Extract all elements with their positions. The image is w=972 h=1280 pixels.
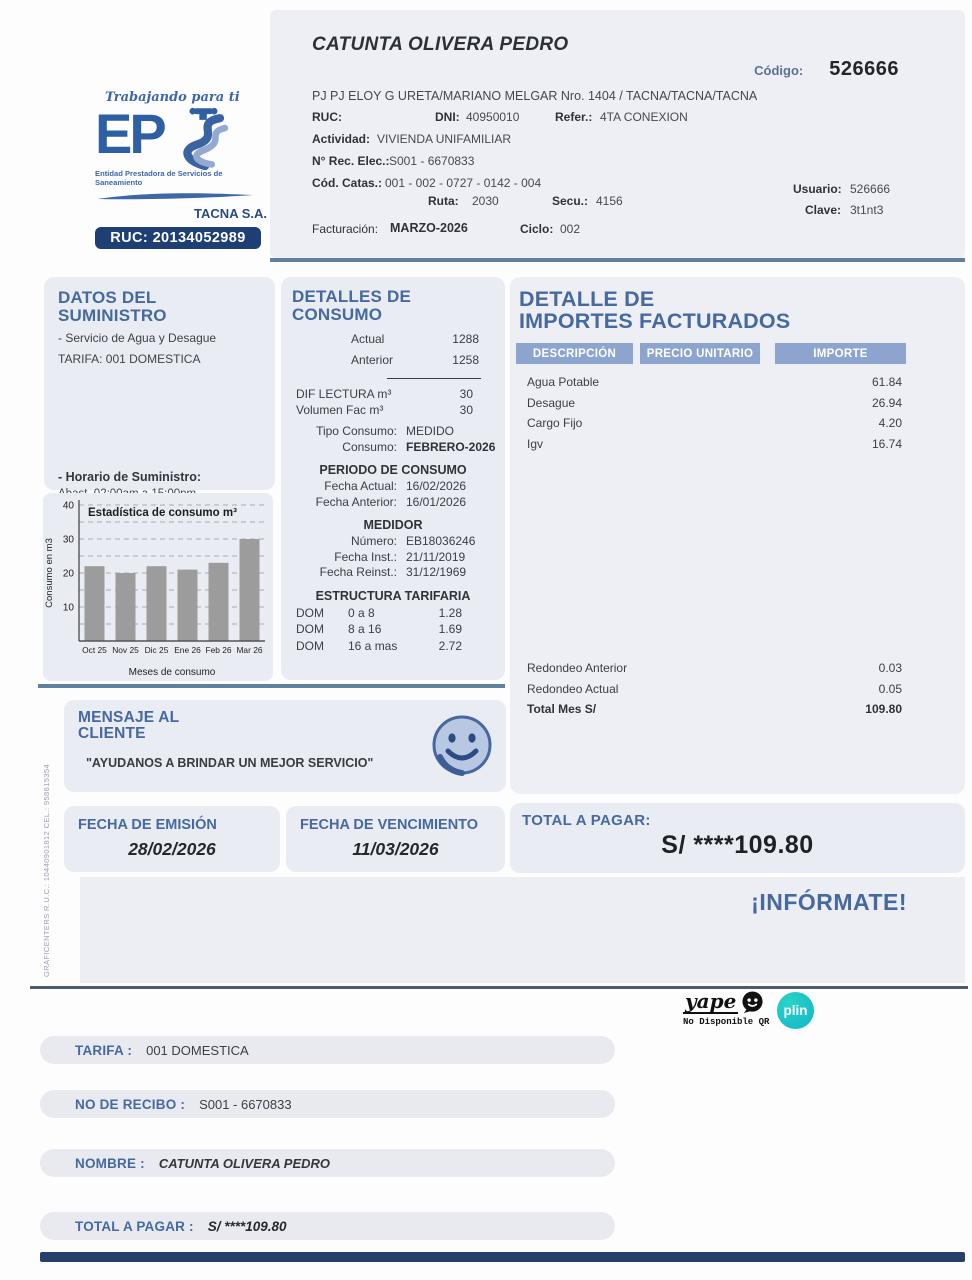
due-date-box	[286, 806, 505, 872]
footer-label: NOMBRE :	[75, 1155, 145, 1171]
consumption-detail-panel	[281, 277, 505, 680]
tariff-price: 1.69	[438, 622, 462, 637]
redondeo-rows	[527, 658, 902, 720]
fecha-anterior-label: Fecha Anterior:	[315, 494, 397, 509]
ruta-value: 2030	[472, 194, 499, 208]
company-logo	[95, 90, 267, 249]
fecha-actual-value: 16/02/2026	[406, 479, 467, 494]
footer-value: S/ ****109.80	[207, 1218, 287, 1234]
consumo-label: Consumo:	[342, 439, 397, 454]
total-to-pay-panel	[510, 803, 965, 873]
svg-text:Feb 26: Feb 26	[205, 645, 232, 655]
svg-text:10: 10	[62, 602, 74, 614]
billing-importe: 4.20	[878, 416, 902, 430]
svg-text:40: 40	[62, 500, 74, 512]
tariff-price: 1.28	[438, 605, 462, 620]
svg-text:30: 30	[62, 534, 74, 546]
codigo-value: 526666	[829, 58, 899, 80]
plin-logo: plin	[777, 992, 814, 1029]
ruc-label: RUC:	[312, 110, 342, 124]
facturacion-label: Facturación:	[312, 222, 379, 236]
svg-text:Oct 25: Oct 25	[82, 645, 107, 655]
footer-field-total	[40, 1212, 615, 1240]
billing-desc: Igv	[527, 436, 544, 451]
clave-label: Clave:	[805, 203, 842, 217]
footer-field-recibo	[40, 1090, 615, 1118]
supply-service: - Servicio de Agua y Desague	[58, 331, 217, 346]
consumption-chart-panel	[43, 493, 273, 681]
total-mes-row	[527, 699, 902, 720]
logo-org-name: TACNA S.A.	[194, 206, 267, 221]
anterior-value: 1258	[452, 353, 479, 368]
supply-title: DATOS DEL SUMINISTRO	[58, 288, 167, 325]
qr-unavailable-note: No Disponible QR	[683, 1017, 770, 1027]
emission-date-box	[64, 806, 280, 872]
rec-elec-label: N° Rec. Elec.:	[312, 154, 390, 168]
supply-horario-label: - Horario de Suministro:	[58, 470, 202, 485]
vencimiento-label: FECHA DE VENCIMIENTO	[300, 817, 479, 833]
header-divider	[270, 258, 965, 262]
redondeo-desc: Redondeo Anterior	[527, 661, 628, 675]
svg-text:20: 20	[62, 568, 74, 580]
footer-value: 001 DOMESTICA	[146, 1042, 249, 1058]
total-mes-label: Total Mes S/	[527, 702, 597, 716]
tariff-category: DOM	[296, 605, 324, 620]
svg-text:Nov 25: Nov 25	[112, 645, 139, 655]
catastro-label: Cód. Catas.:	[312, 176, 383, 190]
footer-label: TOTAL A PAGAR :	[75, 1218, 194, 1234]
ciclo-label: Ciclo:	[520, 222, 554, 236]
actividad-value: VIVIENDA UNIFAMILIAR	[377, 132, 512, 146]
tariff-structure-rows	[281, 605, 505, 655]
fecha-reinst-value: 31/12/1969	[406, 565, 467, 580]
customer-address: PJ PJ ELOY G URETA/MARIANO MELGAR Nro. 1404 / TACNA/TACNA/TACNA	[312, 89, 758, 103]
refer-value: 4TA CONEXION	[600, 110, 688, 124]
tariff-row	[281, 621, 505, 638]
tariff-category: DOM	[296, 638, 324, 653]
consumo-value: FEBRERO-2026	[406, 439, 496, 454]
footer-value: CATUNTA OLIVERA PEDRO	[158, 1155, 331, 1171]
redondeo-row	[527, 658, 902, 679]
column-header-precio-unitario: PRECIO UNITARIO	[640, 343, 760, 364]
vol-value: 30	[459, 403, 473, 418]
dif-value: 30	[459, 387, 473, 402]
rec-elec-value: S001 - 6670833	[389, 154, 475, 168]
clave-value: 3t1nt3	[850, 203, 884, 217]
emision-value: 28/02/2026	[128, 839, 216, 859]
column-header-descripcion: DESCRIPCIÓN	[516, 343, 633, 364]
billing-detail-panel	[510, 277, 965, 794]
reading-separator-line	[387, 378, 481, 379]
yape-bubble-icon	[741, 991, 764, 1014]
svg-text:Dic 25: Dic 25	[144, 645, 169, 655]
codigo-block	[754, 58, 899, 81]
customer-message-panel	[64, 700, 506, 792]
svg-text:Ene 26: Ene 26	[174, 645, 201, 655]
dif-label: DIF LECTURA m³	[296, 387, 392, 402]
logo-subtitle: Entidad Prestadora de Servicios de Saneamiento	[95, 169, 223, 187]
actual-label: Actual	[351, 332, 385, 347]
fecha-actual-label: Fecha Actual:	[324, 479, 397, 494]
numero-value: EB18036246	[406, 534, 476, 549]
periodo-title: PERIODO DE CONSUMO	[319, 463, 467, 478]
billing-rows	[527, 372, 902, 454]
billing-importe: 26.94	[871, 395, 902, 410]
svg-text:Estadística de consumo m³: Estadística de consumo m³	[88, 507, 237, 519]
anterior-label: Anterior	[351, 353, 394, 368]
estructura-title: ESTRUCTURA TARIFARIA	[315, 588, 471, 603]
billing-desc: Agua Potable	[527, 375, 600, 389]
supply-tarifa: TARIFA: 001 DOMESTICA	[58, 352, 201, 367]
fecha-anterior-value: 16/01/2026	[406, 494, 467, 509]
total-to-pay-label: TOTAL A PAGAR:	[522, 812, 651, 829]
vencimiento-value: 11/03/2026	[352, 839, 439, 859]
billing-row	[527, 434, 902, 455]
tariff-range: 8 a 16	[348, 622, 382, 637]
consumption-title: DETALLES DE CONSUMO	[292, 287, 412, 324]
catastro-value: 001 - 002 - 0727 - 0142 - 004	[385, 176, 542, 190]
svg-text:Consumo en m3: Consumo en m3	[44, 538, 55, 608]
billing-row	[527, 413, 902, 434]
consumption-bar-chart	[43, 493, 271, 679]
tariff-category: DOM	[296, 622, 324, 637]
billing-desc: Desague	[527, 395, 576, 410]
redondeo-importe: 0.05	[878, 681, 902, 696]
footer-field-nombre	[40, 1149, 615, 1177]
fecha-reinst-label: Fecha Reinst.:	[319, 565, 397, 580]
refer-label: Refer.:	[555, 110, 593, 124]
company-ruc-badge: RUC: 20134052989	[95, 227, 261, 249]
facturacion-value: MARZO-2026	[390, 221, 468, 235]
tipo-label: Tipo Consumo:	[316, 424, 397, 439]
bottom-accent-bar	[40, 1252, 965, 1262]
informate-panel	[80, 877, 965, 983]
redondeo-desc: Redondeo Actual	[527, 681, 619, 696]
secu-value: 4156	[596, 194, 623, 208]
svg-text:Meses de consumo: Meses de consumo	[128, 667, 216, 678]
numero-label: Número:	[350, 534, 397, 549]
informate-text: ¡INFÓRMATE!	[751, 889, 907, 915]
tariff-range: 0 a 8	[348, 605, 375, 620]
left-column-divider	[38, 684, 505, 688]
yape-logo: yape	[685, 989, 737, 1013]
vol-label: Volumen Fac m³	[296, 403, 384, 418]
tariff-row	[281, 638, 505, 655]
message-title: MENSAJE AL CLIENTE	[78, 709, 180, 743]
ruta-label: Ruta:	[428, 194, 459, 208]
redondeo-importe: 0.03	[878, 661, 902, 675]
dni-label: DNI:	[435, 110, 460, 124]
billing-row	[527, 372, 902, 393]
actual-value: 1288	[452, 332, 479, 347]
secu-label: Secu.:	[552, 194, 589, 208]
actividad-label: Actividad:	[312, 132, 371, 146]
billing-row	[527, 393, 902, 414]
footer-field-tarifa	[40, 1036, 615, 1064]
fecha-inst-value: 21/11/2019	[406, 549, 466, 564]
footer-value: S001 - 6670833	[199, 1096, 292, 1112]
footer-label: TARIFA :	[75, 1042, 133, 1058]
ciclo-value: 002	[560, 222, 581, 236]
payment-methods	[683, 990, 833, 1027]
tariff-range: 16 a mas	[348, 638, 398, 653]
svg-text:Mar 26: Mar 26	[236, 645, 263, 655]
logo-eps-text: EP	[95, 102, 164, 165]
header-panel	[270, 10, 965, 258]
medidor-title: MEDIDOR	[363, 518, 423, 533]
logo-tagline: Trabajando para ti	[105, 90, 240, 105]
footer-divider	[30, 986, 968, 989]
total-to-pay-amount: S/ ****109.80	[661, 831, 814, 859]
fecha-inst-label: Fecha Inst.:	[334, 549, 397, 564]
water-swoosh-icon	[164, 105, 238, 171]
printer-credit-note: GRAFICENTERS R.U.C.: 10440901812 CEL.: 958615354	[42, 763, 51, 977]
supply-data-panel	[44, 277, 275, 490]
usuario-label: Usuario:	[793, 182, 842, 196]
codigo-label: Código:	[754, 63, 804, 78]
billing-importe: 61.84	[871, 375, 902, 389]
emision-label: FECHA DE EMISIÓN	[78, 817, 217, 833]
customer-name: CATUNTA OLIVERA PEDRO	[312, 34, 569, 55]
total-mes-value: 109.80	[865, 702, 902, 716]
message-text: "AYUDANOS A BRINDAR UN MEJOR SERVICIO"	[86, 756, 374, 770]
column-header-importe: IMPORTE	[775, 343, 906, 364]
billing-desc: Cargo Fijo	[527, 416, 583, 430]
redondeo-row	[527, 679, 902, 700]
tipo-value: MEDIDO	[406, 424, 454, 439]
usuario-value: 526666	[850, 182, 891, 196]
smiley-face-icon	[430, 713, 494, 777]
tariff-price: 2.72	[438, 638, 462, 653]
swoosh-underline	[95, 191, 255, 200]
billing-importe: 16.74	[871, 436, 902, 451]
tariff-row	[281, 605, 505, 622]
footer-label: NO DE RECIBO :	[75, 1096, 186, 1112]
billing-title: DETALLE DE IMPORTES FACTURADOS	[519, 287, 791, 334]
dni-value: 40950010	[466, 110, 520, 124]
